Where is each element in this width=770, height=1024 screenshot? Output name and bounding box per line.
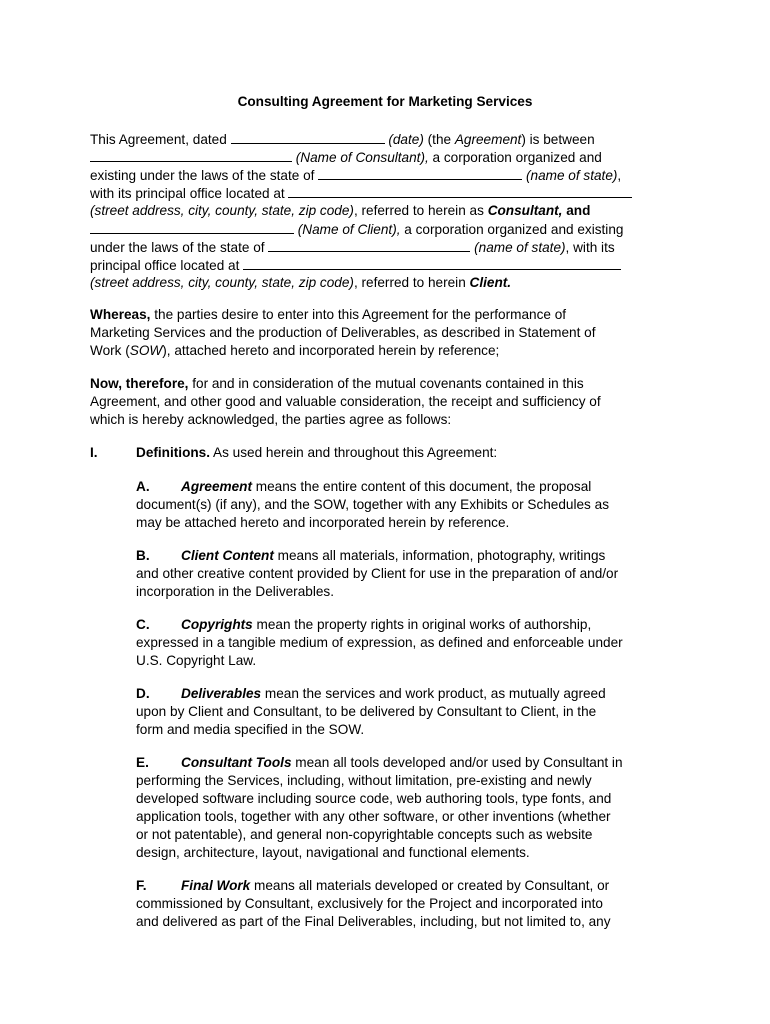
intro-line-7 — [90, 238, 615, 257]
definition-term: Client Content — [181, 548, 274, 563]
intro-line-6 — [90, 220, 623, 239]
definition-e-line-1 — [136, 754, 623, 772]
section-heading: Definitions. — [136, 445, 211, 460]
intro-line-2 — [90, 148, 602, 167]
whereas-line-3 — [90, 342, 499, 360]
now-text: for and in consideration of the mutual covenants contained in this — [188, 376, 584, 391]
intro-text: , referred to herein — [353, 275, 470, 290]
definition-text: expressed in a tangible medium of expression, as defined and enforceable under — [136, 635, 623, 650]
definition-text: may be attached hereto and incorporated herein by reference. — [136, 515, 510, 530]
definition-b-line-1 — [136, 547, 605, 565]
document-title: Consulting Agreement for Marketing Services — [237, 94, 533, 109]
intro-text: (Name of Client), — [294, 222, 401, 237]
definition-term: Final Work — [181, 878, 251, 893]
whereas-text: Marketing Services and the production of Deliverables, as described in Statement of — [90, 325, 596, 340]
definition-term: Agreement — [181, 479, 253, 494]
definition-text: means all materials developed or created by Consultant, or — [250, 878, 610, 893]
intro-text: This Agreement, dated — [90, 132, 231, 147]
intro-text: , — [617, 168, 622, 183]
consultant-address-blank[interactable] — [288, 184, 632, 198]
intro-text: and — [562, 203, 591, 218]
intro-text: (name of state) — [470, 240, 566, 255]
section-intro-text: As used herein and throughout this Agreement: — [210, 445, 498, 460]
definition-text: commissioned by Consultant, exclusively for the Project and incorporated into — [136, 896, 603, 911]
definition-text: U.S. Copyright Law. — [136, 653, 257, 668]
whereas-text: Work ( — [90, 343, 130, 358]
definition-text: incorporation in the Deliverables. — [136, 584, 334, 599]
intro-text: (street address, city, county, state, zip code) — [90, 275, 354, 290]
intro-text: (street address, city, county, state, zip code) — [90, 203, 354, 218]
definition-letter: A. — [136, 479, 150, 494]
now-line-3 — [90, 411, 451, 429]
intro-text: Agreement — [454, 132, 522, 147]
definition-text: means the entire content of this document, the proposal — [252, 479, 592, 494]
now-line-2 — [90, 393, 601, 411]
whereas-text: the parties desire to enter into this Agreement for the performance of — [150, 307, 567, 322]
definition-letter: B. — [136, 548, 150, 563]
now-line-1 — [90, 375, 584, 393]
date-blank[interactable] — [231, 130, 385, 144]
whereas-text: ), attached hereto and incorporated herein by reference; — [162, 343, 500, 358]
intro-line-1 — [90, 130, 595, 149]
intro-text: ) is between — [521, 132, 595, 147]
definition-term: Consultant Tools — [181, 755, 292, 770]
definition-text: mean the property rights in original works of authorship, — [252, 617, 592, 632]
intro-text: (date) — [384, 132, 424, 147]
definition-text: form and media specified in the SOW. — [136, 722, 365, 737]
definition-term: Copyrights — [181, 617, 253, 632]
definition-text: and other creative content provided by Client for use in the preparation of and/or — [136, 566, 619, 581]
intro-line-9 — [90, 274, 511, 292]
intro-text: a corporation organized and existing — [400, 222, 624, 237]
intro-text: principal office located at — [90, 258, 244, 273]
intro-text: with its principal office located at — [90, 186, 289, 201]
intro-text: (Name of Consultant), — [292, 150, 429, 165]
definition-letter: E. — [136, 755, 149, 770]
definition-text: document(s) (if any), and the SOW, together with any Exhibits or Schedules as — [136, 497, 609, 512]
whereas-text: SOW — [129, 343, 163, 358]
intro-text: Client. — [469, 275, 512, 290]
consultant-name-blank[interactable] — [90, 148, 292, 162]
definition-text: or not patentable), and general non-copyrightable concepts such as website — [136, 827, 593, 842]
intro-line-4 — [90, 184, 632, 203]
intro-text: Consultant, — [487, 203, 563, 218]
definition-text: and delivered as part of the Final Deliverables, including, but not limited to, any — [136, 914, 611, 929]
now-text: which is hereby acknowledged, the parties agree as follows: — [90, 412, 452, 427]
client-state-blank[interactable] — [268, 238, 470, 252]
intro-line-8 — [90, 256, 621, 275]
definition-text: mean all tools developed and/or used by Consultant in — [291, 755, 623, 770]
intro-text: under the laws of the state of — [90, 240, 269, 255]
intro-text: (the — [423, 132, 455, 147]
definition-text: upon by Client and Consultant, to be delivered by Consultant to Client, in the — [136, 704, 597, 719]
now-lead: Now, therefore, — [90, 376, 189, 391]
intro-text: a corporation organized and — [428, 150, 602, 165]
definition-letter: F. — [136, 878, 147, 893]
section-heading-line — [136, 444, 497, 462]
definition-text: performing the Services, including, without limitation, pre-existing and newly — [136, 773, 592, 788]
intro-text: (name of state) — [522, 168, 618, 183]
definition-c-line-1 — [136, 616, 591, 634]
definition-text: developed software including source code, web authoring tools, type fonts, and — [136, 791, 612, 806]
definition-text: design, architecture, layout, navigational and functional elements. — [136, 845, 530, 860]
intro-text: , referred to herein as — [353, 203, 488, 218]
client-address-blank[interactable] — [243, 256, 621, 270]
definition-text: means all materials, information, photography, writings — [273, 548, 606, 563]
definition-letter: D. — [136, 686, 150, 701]
definition-text: mean the services and work product, as mutually agreed — [261, 686, 606, 701]
definition-letter: C. — [136, 617, 150, 632]
definition-term: Deliverables — [181, 686, 262, 701]
section-number: I. — [90, 445, 98, 460]
intro-line-3 — [90, 166, 621, 185]
intro-line-5 — [90, 202, 590, 220]
whereas-line-1 — [90, 306, 566, 324]
definition-a-line-1 — [136, 478, 591, 496]
whereas-lead: Whereas, — [90, 307, 151, 322]
now-text: Agreement, and other good and valuable consideration, the receipt and sufficiency of — [90, 394, 601, 409]
whereas-line-2 — [90, 324, 596, 342]
definition-f-line-1 — [136, 877, 609, 895]
consultant-state-blank[interactable] — [318, 166, 522, 180]
definition-d-line-1 — [136, 685, 606, 703]
intro-text: , with its — [565, 240, 615, 255]
intro-text: existing under the laws of the state of — [90, 168, 319, 183]
definition-text: application tools, together with any other software, or other inventions (whether — [136, 809, 611, 824]
client-name-blank[interactable] — [90, 220, 294, 234]
